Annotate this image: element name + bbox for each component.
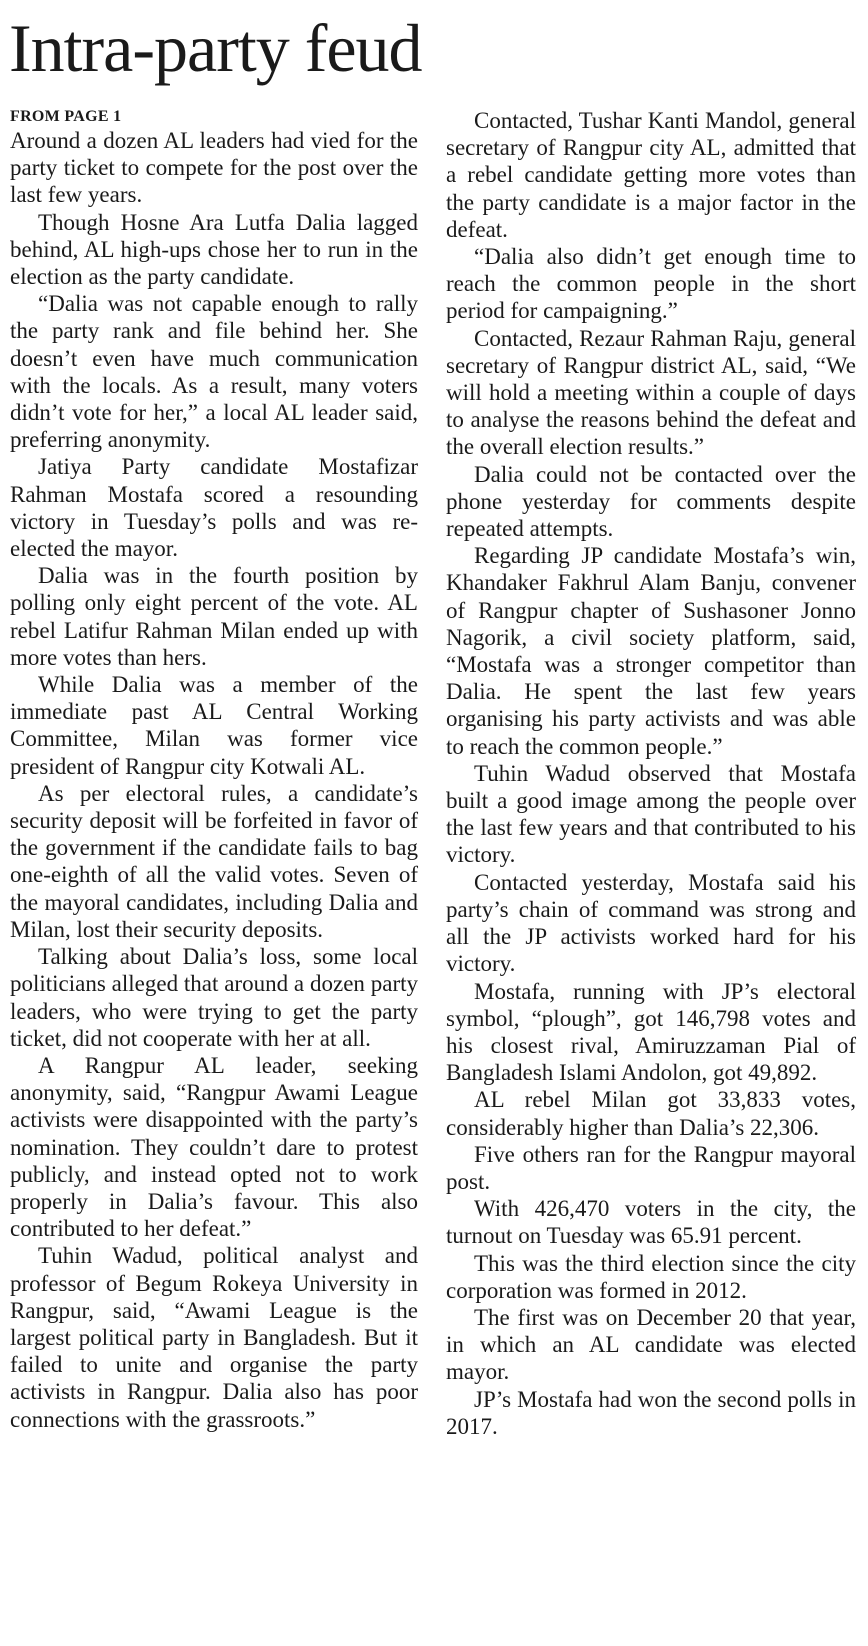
left-column bbox=[10, 107, 418, 1433]
right-column bbox=[446, 107, 856, 1440]
paragraph: Around a dozen AL leaders had vied for the party ticket to compete for the post over the last few years. bbox=[10, 128, 418, 208]
paragraph: This was the third election since the city corporation was formed in 2012. bbox=[446, 1250, 856, 1303]
paragraph: Though Hosne Ara Lutfa Dalia lagged behind, AL high-ups chose her to run in the election as the party candidate. bbox=[10, 209, 418, 290]
paragraph: Talking about Dalia’s loss, some local politicians alleged that around a dozen party leaders, who were trying to get the party ticket, did not cooperate with her at all. bbox=[10, 944, 418, 1051]
paragraph: The first was on December 20 that year, in which an AL candidate was elected mayor. bbox=[446, 1304, 856, 1385]
paragraph: Jatiya Party candidate Mostafizar Rahman Mostafa scored a resounding victory in Tuesday’s polls and was re-elected the mayor. bbox=[10, 454, 418, 562]
paragraph: Contacted, Rezaur Rahman Raju, general secretary of Rangpur district AL, said, “We will hold a meeting within a couple of days to analyse the reasons behind the defeat and the overall election results.” bbox=[446, 325, 856, 460]
paragraph: As per electoral rules, a candidate’s security deposit will be forfeited in favor of the government if the candidate fails to bag one-eighth of all the valid votes. Seven of the mayoral candidates, including Dalia and Milan, lost their security deposits. bbox=[10, 780, 418, 942]
paragraph: “Dalia also didn’t get enough time to reach the common people in the short period for campaigning.” bbox=[446, 244, 856, 324]
paragraph: While Dalia was a member of the immediate past AL Central Working Committee, Milan was former vice president of Rangpur city Kotwali AL. bbox=[10, 672, 418, 779]
paragraph: AL rebel Milan got 33,833 votes, considerably higher than Dalia’s 22,306. bbox=[446, 1087, 856, 1140]
headline: Intra-party feud bbox=[9, 10, 422, 86]
paragraph: JP’s Mostafa had won the second polls in 2017. bbox=[446, 1386, 856, 1439]
paragraph: Contacted yesterday, Mostafa said his party’s chain of command was strong and all the JP activists worked hard for his victory. bbox=[446, 869, 856, 977]
paragraph: Contacted, Tushar Kanti Mandol, general secretary of Rangpur city AL, admitted that a rebel candidate getting more votes than the party candidate is a major factor in the defeat. bbox=[446, 108, 856, 242]
paragraph: Mostafa, running with JP’s electoral symbol, “plough”, got 146,798 votes and his closest rival, Amiruzzaman Pial of Bangladesh Islami Andolon, got 49,892. bbox=[446, 978, 856, 1086]
paragraph: Tuhin Wadud observed that Mostafa built a good image among the people over the last few years and that contributed to his victory. bbox=[446, 760, 856, 868]
paragraph: Regarding JP candidate Mostafa’s win, Khandaker Fakhrul Alam Banju, convener of Rangpur chapter of Sushasoner Jonno Nagorik, a civil society platform, said, “Mostafa was a stronger competitor than Dalia. He spent the last few years organising his party activists and was able to reach the common people.” bbox=[446, 543, 856, 759]
paragraph: Dalia was in the fourth position by polling only eight percent of the vote. AL rebel Latifur Rahman Milan ended up with more votes than hers. bbox=[10, 563, 418, 670]
kicker: FROM PAGE 1 bbox=[10, 108, 122, 125]
paragraph: “Dalia was not capable enough to rally the party rank and file behind her. She doesn’t even have much communication with the locals. As a result, many voters didn’t vote for her,” a local AL leader said, preferring anonymity. bbox=[10, 291, 418, 453]
paragraph: Tuhin Wadud, political analyst and professor of Begum Rokeya University in Rangpur, said, “Awami League is the largest political party in Bangladesh. But it failed to unite and organise the party activists in Rangpur. Dalia also has poor connections with the grassroots.” bbox=[10, 1243, 418, 1432]
paragraph: A Rangpur AL leader, seeking anonymity, said, “Rangpur Awami League activists were disappointed with the party’s nomination. They couldn’t dare to protest publicly, and instead opted not to work properly in Dalia’s favour. This also contributed to her defeat.” bbox=[10, 1052, 418, 1242]
paragraph: With 426,470 voters in the city, the turnout on Tuesday was 65.91 percent. bbox=[446, 1196, 856, 1249]
paragraph: Five others ran for the Rangpur mayoral post. bbox=[446, 1141, 856, 1194]
paragraph: Dalia could not be contacted over the phone yesterday for comments despite repeated attempts. bbox=[446, 461, 856, 542]
